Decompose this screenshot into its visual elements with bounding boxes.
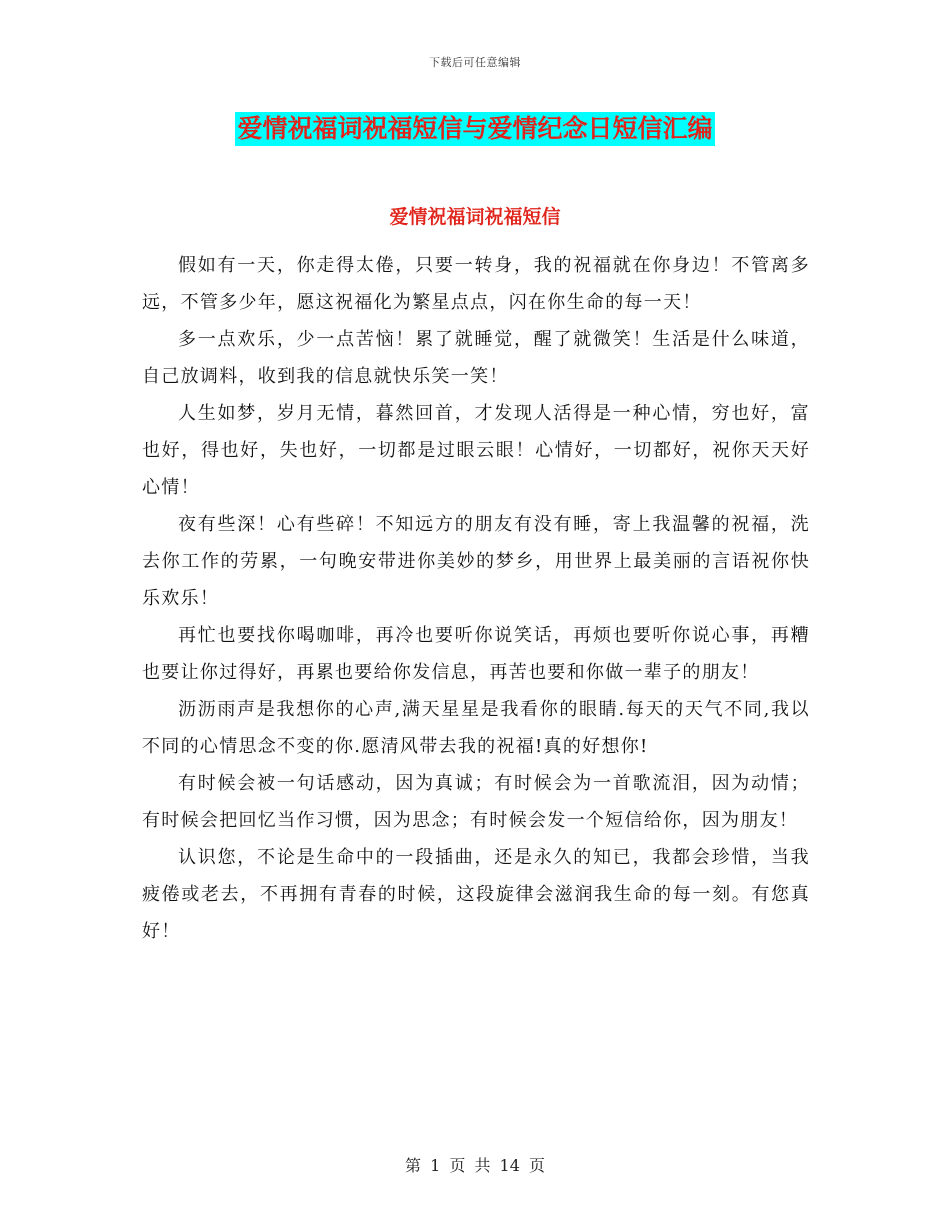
- paragraph: 认识您，不论是生命中的一段插曲，还是永久的知已，我都会珍惜，当我疲倦或老去，不再拥有青春的时候，这段旋律会滋润我生命的每一刻。有您真好！: [142, 847, 810, 942]
- paragraph: 假如有一天，你走得太倦，只要一转身，我的祝福就在你身边！不管离多远，不管多少年，愿这祝福化为繁星点点，闪在你生命的每一天！: [142, 255, 810, 313]
- section-title: 爱情祝福词祝福短信: [389, 206, 561, 228]
- paragraph: 人生如梦，岁月无情，暮然回首，才发现人活得是一种心情，穷也好，富也好，得也好，失也好，一切都是过眼云眼！心情好，一切都好，祝你天天好心情！: [142, 403, 810, 498]
- document-title: 爱情祝福词祝福短信与爱情纪念日短信汇编: [235, 112, 714, 146]
- page-header-note: 下载后可任意编辑: [429, 56, 521, 69]
- document-title-wrap: [0, 112, 950, 146]
- page-number: 第 1 页 共 14 页: [405, 1156, 545, 1175]
- paragraph: 多一点欢乐，少一点苦恼！累了就睡觉，醒了就微笑！生活是什么味道，自己放调料，收到我的信息就快乐笑一笑！: [142, 329, 810, 387]
- paragraph: 夜有些深！心有些碎！不知远方的朋友有没有睡，寄上我温馨的祝福，洗去你工作的劳累，一句晚安带进你美妙的梦乡，用世界上最美丽的言语祝你快乐欢乐！: [142, 514, 810, 609]
- document-body: [142, 247, 810, 950]
- paragraph: 沥沥雨声是我想你的心声,满天星星是我看你的眼睛.每天的天气不同,我以不同的心情思念不变的你.愿清风带去我的祝福!真的好想你!: [142, 699, 810, 757]
- paragraph: 再忙也要找你喝咖啡，再冷也要听你说笑话，再烦也要听你说心事，再糟也要让你过得好，再累也要给你发信息，再苦也要和你做一辈子的朋友！: [142, 625, 810, 683]
- paragraph: 有时候会被一句话感动，因为真诚；有时候会为一首歌流泪，因为动情；有时候会把回忆当作习惯，因为思念；有时候会发一个短信给你，因为朋友！: [142, 773, 810, 831]
